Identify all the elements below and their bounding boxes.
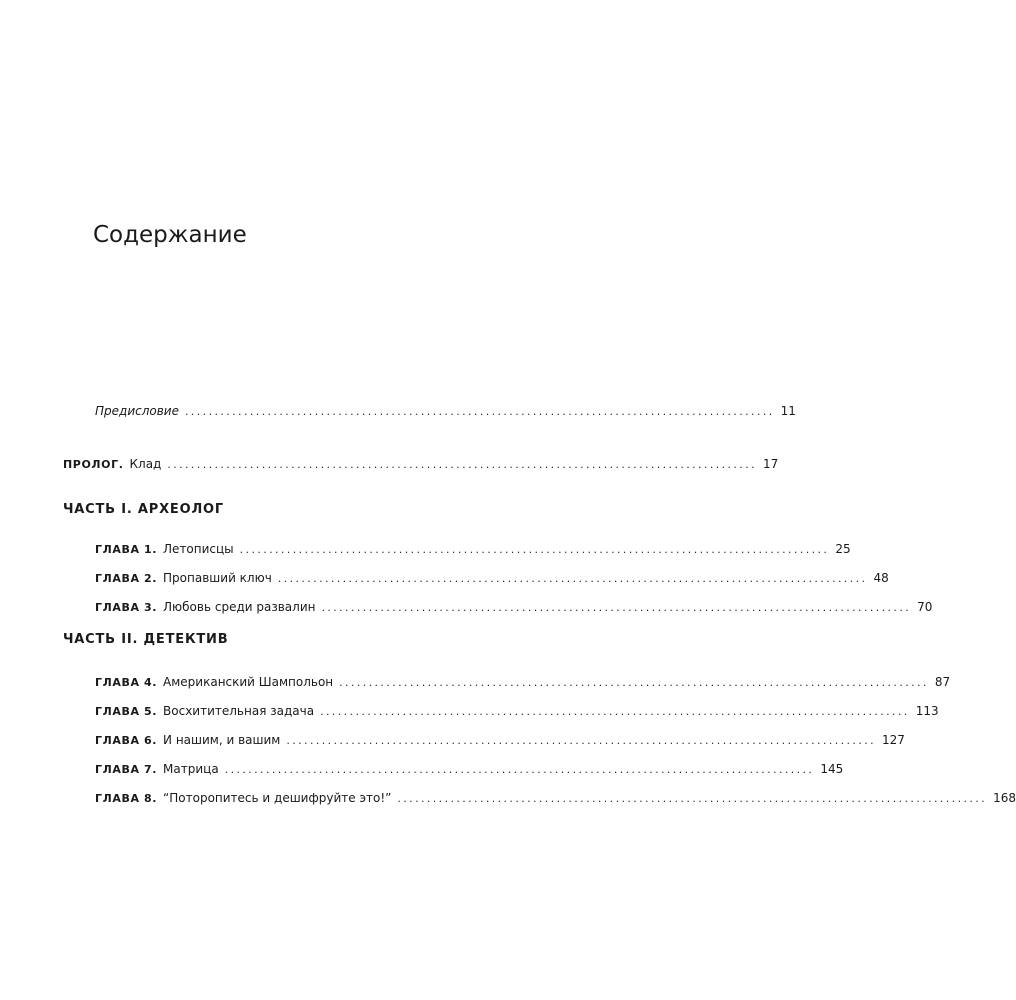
toc-entry-text: Матрица <box>163 762 219 776</box>
dot-leader: .................................................................................................... <box>339 676 929 689</box>
toc-entry-label: ГЛАВА 2. <box>95 572 158 585</box>
toc-page-number: 17 <box>763 457 779 471</box>
toc-page-number: 11 <box>780 404 796 418</box>
dot-leader: .................................................................................................... <box>277 572 868 585</box>
toc-page-number: 70 <box>917 600 933 614</box>
toc-entry-chapter <box>95 571 889 587</box>
toc-entry-label: ГЛАВА 8. <box>95 792 158 805</box>
toc-entry-text: И нашим, и вашим <box>163 733 281 747</box>
toc-entry-chapter <box>95 600 933 616</box>
dot-leader: .................................................................................................... <box>184 405 775 418</box>
toc-page-number: 113 <box>915 704 939 718</box>
toc-page-number: 168 <box>993 791 1016 805</box>
toc-entry-label: ГЛАВА 7. <box>95 763 158 776</box>
toc-entry-chapter <box>95 542 851 558</box>
toc-page-number: 25 <box>835 542 851 556</box>
toc-entry-text: Пропавший ключ <box>163 571 272 585</box>
dot-leader: .................................................................................................... <box>286 734 877 747</box>
page-title: Содержание <box>93 222 247 248</box>
toc-entry-label: ГЛАВА 4. <box>95 676 158 689</box>
toc-entry-label: ПРОЛОГ. <box>63 458 124 471</box>
part-heading: ЧАСТЬ I. АРХЕОЛОГ <box>63 502 224 517</box>
toc-entry-chapter <box>95 675 951 691</box>
toc-entry-text: “Поторопитесь и дешифруйте это!” <box>163 791 392 805</box>
toc-entry-label: ГЛАВА 3. <box>95 601 158 614</box>
toc-entry-label: ГЛАВА 5. <box>95 705 158 718</box>
toc-entry-preface <box>95 404 796 420</box>
dot-leader: .................................................................................................... <box>321 601 912 614</box>
toc-entry-text: Американский Шампольон <box>163 675 334 689</box>
toc-entry-chapter <box>95 791 1016 807</box>
toc-entry-text: Предисловие <box>95 404 179 418</box>
toc-page-number: 87 <box>934 675 951 689</box>
toc-entry-chapter <box>95 762 844 778</box>
toc-entry-chapter <box>95 704 939 720</box>
toc-entry-prologue <box>63 457 779 473</box>
toc-page-number: 48 <box>873 571 889 585</box>
toc-page-number: 145 <box>820 762 844 776</box>
toc-entry-text: Клад <box>129 457 162 471</box>
part-heading: ЧАСТЬ II. ДЕТЕКТИВ <box>63 632 229 647</box>
toc-entry-label: ГЛАВА 6. <box>95 734 158 747</box>
toc-entry-text: Восхитительная задача <box>163 704 315 718</box>
dot-leader: .................................................................................................... <box>397 792 988 805</box>
dot-leader: .................................................................................................... <box>320 705 910 718</box>
toc-page-number: 127 <box>882 733 905 747</box>
dot-leader: .................................................................................................... <box>167 458 758 471</box>
toc-entry-text: Любовь среди развалин <box>163 600 316 614</box>
toc-entry-text: Летописцы <box>163 542 234 556</box>
toc-entry-chapter <box>95 733 905 749</box>
toc-entry-label: ГЛАВА 1. <box>95 543 158 556</box>
dot-leader: .................................................................................................... <box>224 763 815 776</box>
dot-leader: .................................................................................................... <box>239 543 830 556</box>
